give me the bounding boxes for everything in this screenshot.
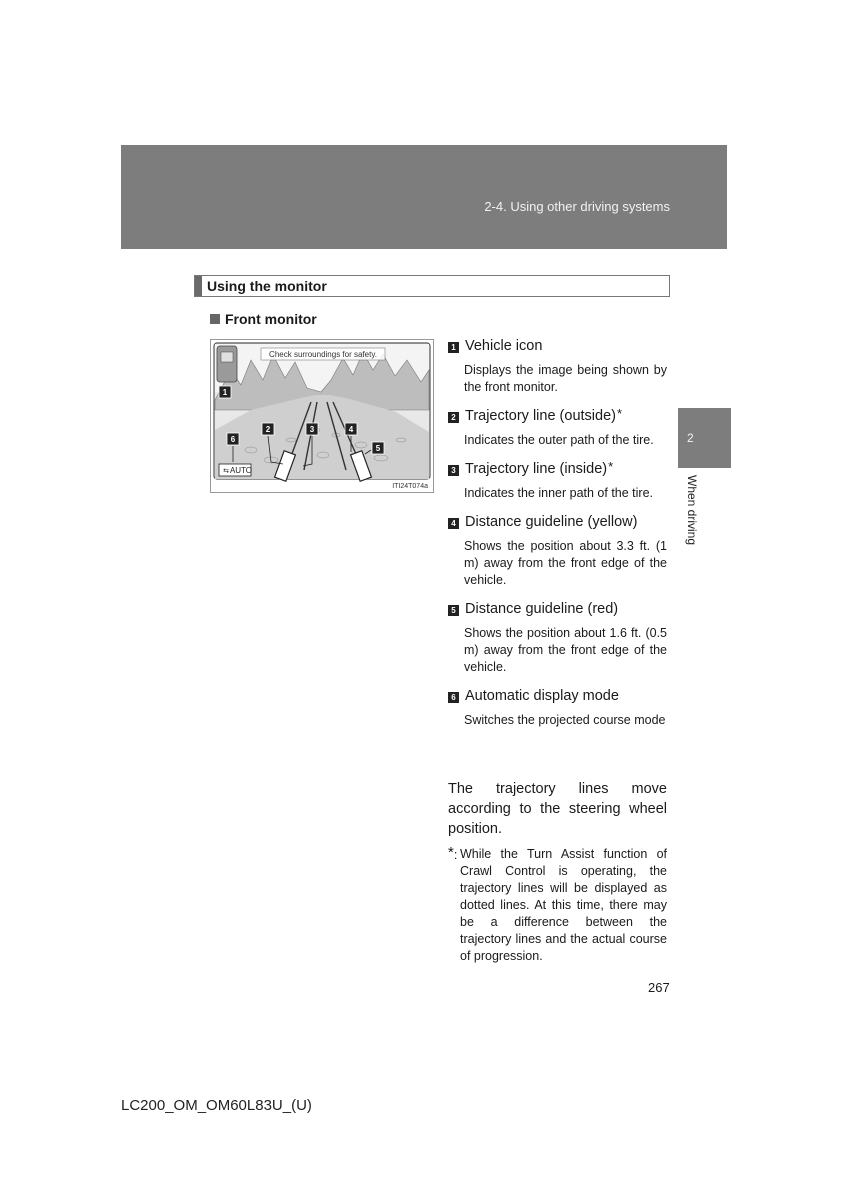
item-title: Trajectory line (inside) <box>465 461 608 477</box>
body-paragraph: The trajectory lines move according to the steering wheel position. <box>448 781 667 837</box>
chapter-label: When driving <box>685 475 699 546</box>
section-title: Using the monitor <box>207 278 327 294</box>
legend-item <box>448 406 667 449</box>
legend-item <box>448 336 667 396</box>
footer-code: LC200_OM_OM60L83U_(U) <box>121 1097 312 1114</box>
footnote-star: * <box>616 405 623 421</box>
item-description: Displays the image being shown by the front monitor. <box>464 363 667 394</box>
item-description: Indicates the inner path of the tire. <box>464 486 654 500</box>
chapter-tab[interactable] <box>678 408 731 468</box>
square-bullet-icon <box>210 314 220 324</box>
legend-item <box>448 459 667 502</box>
footnote-marker: *: <box>448 844 458 862</box>
item-number-badge: 3 <box>448 465 459 476</box>
item-title: Distance guideline (yellow) <box>465 514 638 530</box>
item-number-badge: 1 <box>448 342 459 353</box>
monitor-illustration <box>211 340 433 492</box>
header-section-title: 2-4. Using other driving systems <box>484 199 670 214</box>
item-description: Shows the position about 3.3 ft. (1 m) away from the front edge of the vehicle. <box>464 539 667 587</box>
item-title: Vehicle icon <box>465 338 543 354</box>
screen-message: Check surroundings for safety. <box>269 350 377 359</box>
item-number-badge: 6 <box>448 692 459 703</box>
item-title: Automatic display mode <box>465 688 619 704</box>
section-heading-bar <box>195 276 202 296</box>
legend-item <box>448 686 667 729</box>
item-description: Shows the position about 1.6 ft. (0.5 m) away from the front edge of the vehicle. <box>464 626 667 674</box>
footnote-text: While the Turn Assist function of Crawl Control is operating, the trajectory lines will be displayed as dotted lines. At this time, there may be a difference between the trajectory lines and the actual course of progression. <box>460 847 667 963</box>
svg-text:⇆: ⇆ <box>223 468 229 475</box>
item-title: Distance guideline (red) <box>465 601 619 617</box>
figure-code: ITI24T074a <box>392 483 428 490</box>
mode-label: AUTO <box>229 466 253 475</box>
callout-6: 6 <box>230 435 236 444</box>
callout-4: 4 <box>348 425 354 434</box>
footnote <box>448 846 667 965</box>
legend-list <box>448 336 667 739</box>
callout-1: 1 <box>222 388 228 397</box>
callout-5: 5 <box>375 444 381 453</box>
item-description: Switches the projected course mode <box>464 713 666 727</box>
item-number-badge: 5 <box>448 605 459 616</box>
item-description: Indicates the outer path of the tire. <box>464 433 654 447</box>
chapter-number: 2 <box>687 431 694 445</box>
subheading <box>210 311 317 327</box>
section-heading <box>194 275 670 297</box>
callout-2: 2 <box>265 425 271 434</box>
header-band <box>121 145 727 249</box>
item-title: Trajectory line (outside) <box>465 408 616 424</box>
callout-3: 3 <box>309 425 315 434</box>
subheading-text: Front monitor <box>225 311 317 327</box>
footnote-star: * <box>608 458 614 474</box>
legend-item <box>448 599 667 676</box>
front-monitor-figure <box>210 339 434 493</box>
item-number-badge: 2 <box>448 412 459 423</box>
page-number: 267 <box>648 980 670 995</box>
legend-item <box>448 512 667 589</box>
item-number-badge: 4 <box>448 518 459 529</box>
